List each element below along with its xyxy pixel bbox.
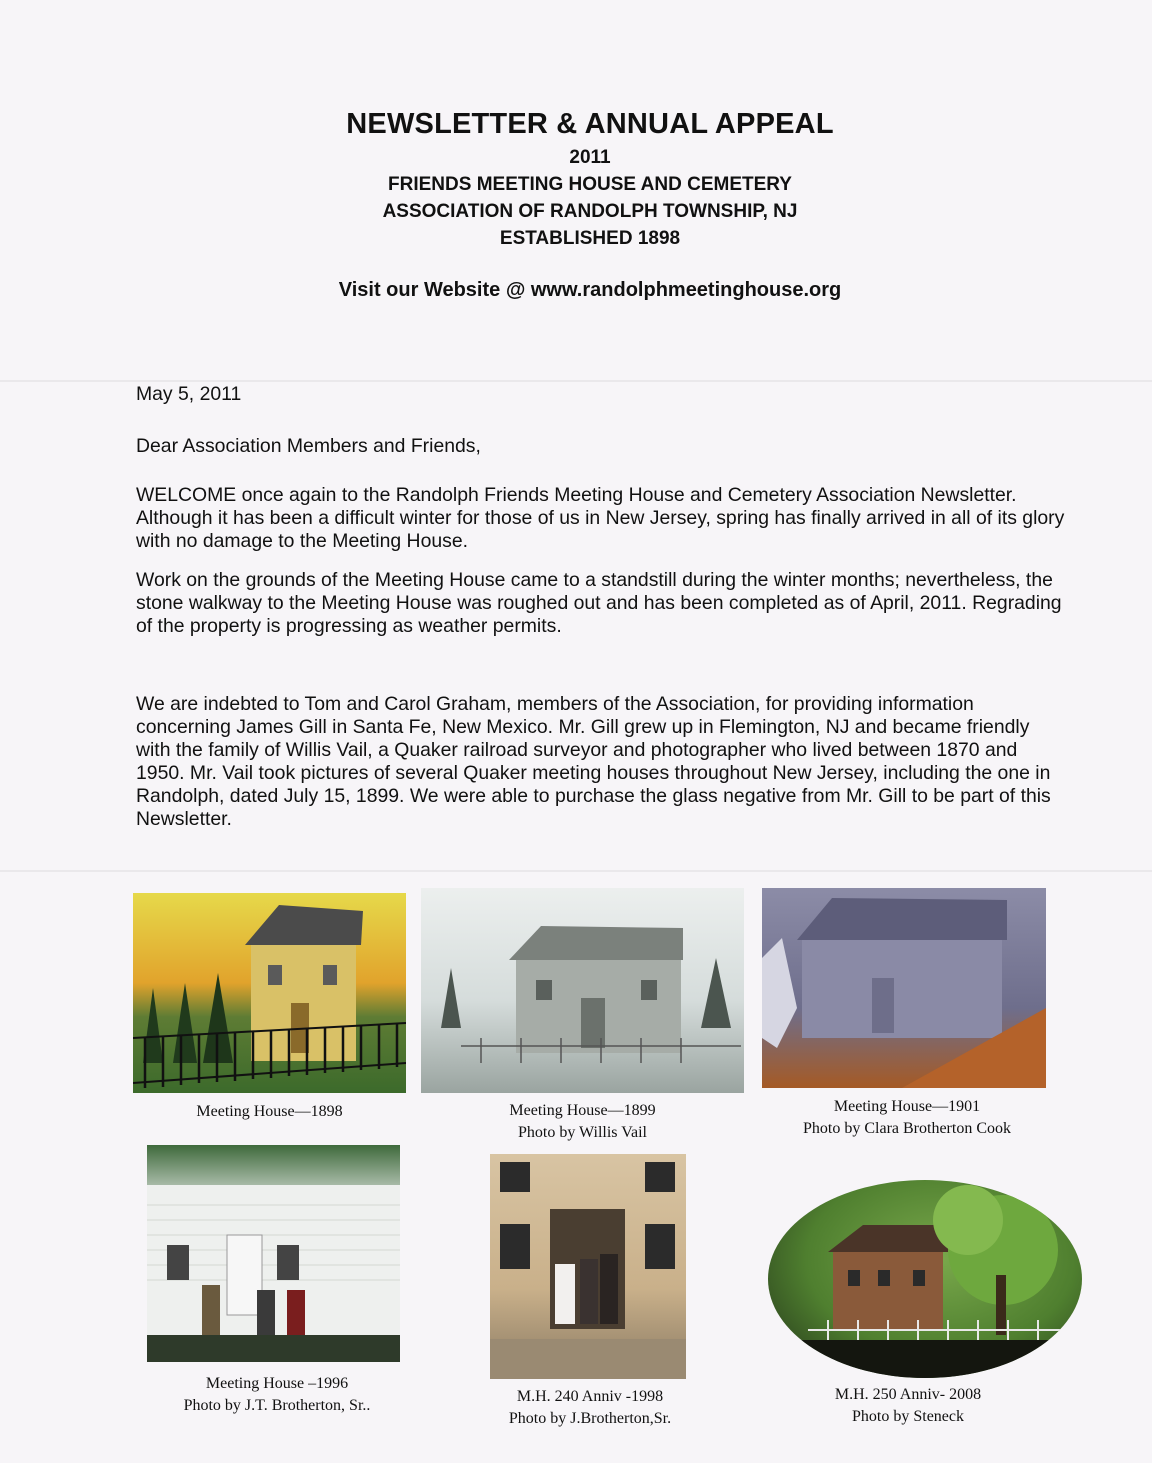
photo-caption-title: Meeting House—1899	[509, 1102, 656, 1119]
meeting-house-1901-photo	[762, 888, 1046, 1088]
organization-name-line2: ASSOCIATION OF RANDOLPH TOWNSHIP, NJ	[382, 201, 798, 222]
photo-caption	[762, 1096, 1052, 1140]
meeting-house-250-anniversary-photo	[768, 1180, 1082, 1378]
letter-date: May 5, 2011	[136, 383, 242, 405]
photo-caption	[470, 1386, 710, 1430]
photo-caption	[147, 1373, 407, 1417]
photo-caption-credit: Photo by J.T. Brotherton, Sr..	[183, 1397, 371, 1414]
meeting-house-1996-photo	[147, 1145, 400, 1362]
photo-caption	[133, 1101, 406, 1123]
photo-caption-credit: Photo by Clara Brotherton Cook	[803, 1120, 1011, 1137]
photo-caption-title: Meeting House—1898	[196, 1103, 343, 1120]
letter-paragraph-2: Work on the grounds of the Meeting House came to a standstill during the winter months; nevertheless, the stone walkway to the Meeting House was roughed out and has been completed as of April, 2011. Regrading of the property is progressing as weather permits.	[136, 569, 1062, 637]
photo-caption	[421, 1100, 744, 1144]
paper-fold-line	[0, 870, 1152, 872]
photo-caption-title: Meeting House—1901	[833, 1098, 981, 1115]
organization-name-line1: FRIENDS MEETING HOUSE AND CEMETERY	[388, 174, 792, 195]
meeting-house-1898-photo	[133, 893, 406, 1093]
photo-caption-title: M.H. 250 Anniv- 2008	[834, 1386, 982, 1403]
letter-paragraph-3: We are indebted to Tom and Carol Graham, members of the Association, for providing information concerning James Gill in Santa Fe, New Mexico. Mr. Gill grew up in Flemington, NJ and became friendly with the family of Willis Vail, a Quaker railroad surveyor and photographer who lived between 1870 and 1950. Mr. Vail took pictures of several Quaker meeting houses throughout New Jersey, including the one in Randolph, dated July 15, 1899. We were able to purchase the glass negative from Mr. Gill to be part of this Newsletter.	[136, 693, 1051, 830]
newsletter-title: NEWSLETTER & ANNUAL APPEAL	[346, 108, 834, 140]
letter-paragraph-1: WELCOME once again to the Randolph Friends Meeting House and Cemetery Association Newsletter. Although it has been a difficult winter for those of us in New Jersey, spring has finally arrived in all of its glory with no damage to the Meeting House.	[136, 484, 1065, 552]
letter-salutation: Dear Association Members and Friends,	[136, 435, 481, 457]
newsletter-year: 2011	[569, 147, 611, 168]
photo-caption-credit: Photo by Steneck	[852, 1408, 964, 1425]
paper-fold-line	[0, 380, 1152, 382]
website-line: Visit our Website @ www.randolphmeetinghouse.org	[338, 279, 842, 301]
photo-caption-title: Meeting House –1996	[205, 1375, 349, 1392]
photo-caption	[788, 1384, 1028, 1428]
meeting-house-240-anniversary-photo	[490, 1154, 686, 1379]
photo-caption-credit: Photo by J.Brotherton,Sr.	[508, 1410, 672, 1427]
photo-caption-credit: Photo by Willis Vail	[517, 1124, 647, 1141]
photo-caption-title: M.H. 240 Anniv -1998	[516, 1388, 664, 1405]
established-line: ESTABLISHED 1898	[499, 228, 681, 249]
meeting-house-1899-photo	[421, 888, 744, 1093]
